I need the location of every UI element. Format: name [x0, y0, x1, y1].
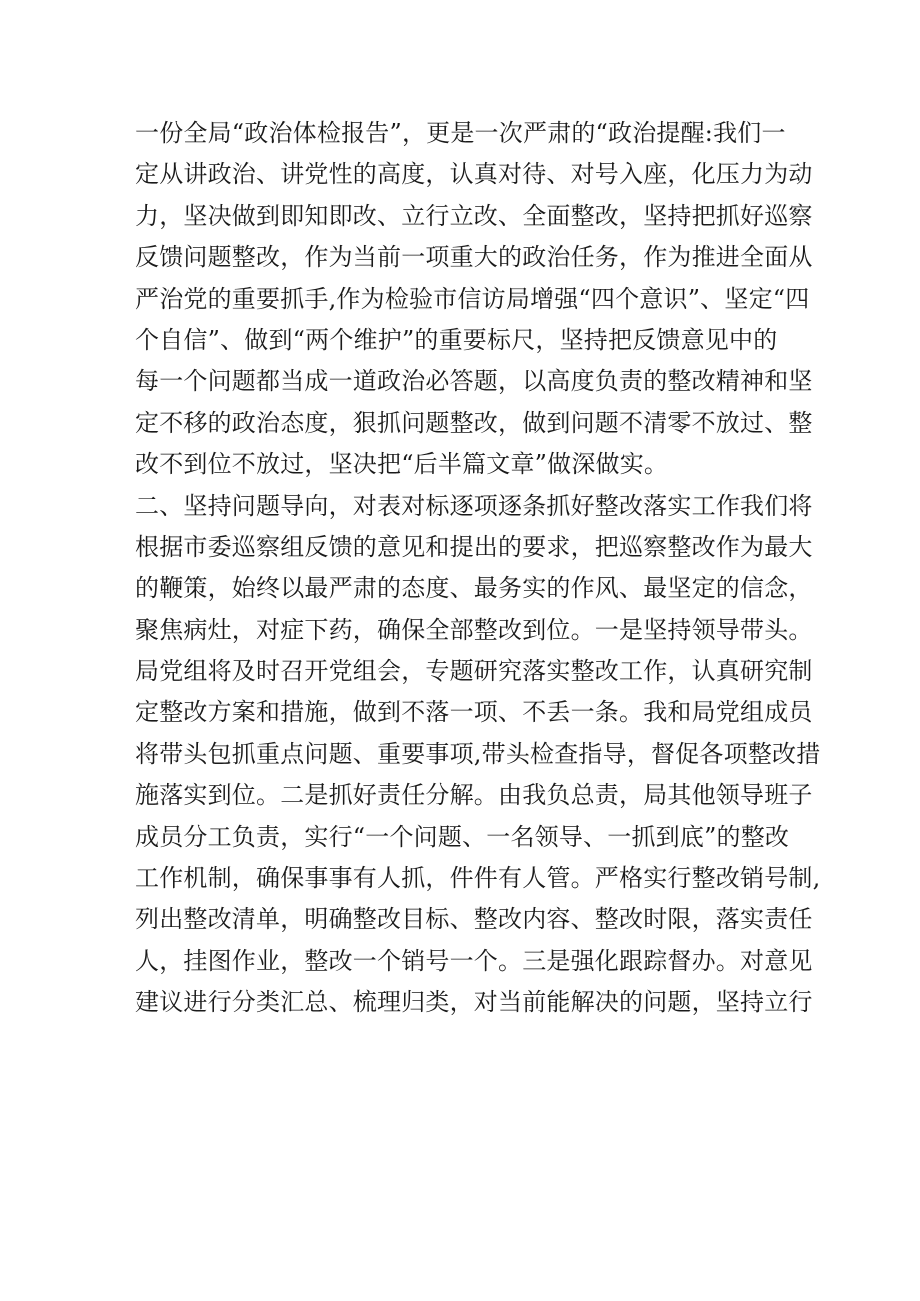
text-line: 建议进行分类汇总、梳理归类，对当前能解决的问题，坚持立行 [135, 988, 813, 1017]
text-line: 将带头包抓重点问题、重要事项,带头检查指导，督促各项整改措 [135, 739, 821, 768]
text-line: 二、坚持问题导向，对表对标逐项逐条抓好整改落实工作我们将 [135, 491, 813, 520]
text-line: 改不到位不放过，坚决把“后半篇文章”做深做实。 [135, 450, 669, 479]
text-line: 聚焦病灶，对症下药，确保全部整改到位。一是坚持领导带头。 [135, 615, 813, 644]
text-line: 局党组将及时召开党组会，专题研究落实整改工作，认真研究制 [135, 657, 813, 686]
text-line: 严治党的重要抓手,作为检验市信访局增强“四个意识”、坚定“四 [135, 284, 810, 313]
text-line: 施落实到位。二是抓好责任分解。由我负总责，局其他领导班子 [135, 781, 813, 810]
text-line: 人，挂图作业，整改一个销号一个。三是强化跟踪督办。对意见 [135, 946, 813, 975]
text-line: 个自信”、做到“两个维护”的重要标尺，坚持把反馈意见中的 [135, 325, 778, 354]
text-line: 力，坚决做到即知即改、立行立改、全面整改，坚持把抓好巡察 [135, 201, 813, 230]
text-line: 定整改方案和措施，做到不落一项、不丢一条。我和局党组成员 [135, 698, 813, 727]
text-line: 的鞭策，始终以最严肃的态度、最务实的作风、最坚定的信念， [135, 574, 813, 603]
text-line: 成员分工负责，实行“一个问题、一名领导、一抓到底”的整改 [135, 822, 790, 851]
text-line: 根据市委巡察组反馈的意见和提出的要求，把巡察整改作为最大 [135, 532, 813, 561]
text-line: 列出整改清单，明确整改目标、整改内容、整改时限，落实责任 [135, 905, 813, 934]
body-text [135, 113, 821, 1024]
text-line: 每一个问题都当成一道政治必答题，以高度负责的整改精神和坚 [135, 367, 813, 396]
text-line: 定从讲政治、讲党性的高度，认真对待、对号入座，化压力为动 [135, 160, 813, 189]
text-line: 工作机制，确保事事有人抓，件件有人管。严格实行整改销号制, [135, 864, 821, 893]
text-line: 反馈问题整改，作为当前一项重大的政治任务，作为推进全面从 [135, 243, 813, 272]
text-line: 定不移的政治态度，狠抓问题整改，做到问题不清零不放过、整 [135, 408, 813, 437]
text-line: 一份全局“政治体检报告”，更是一次严肃的“政治提醒:我们一 [135, 119, 786, 147]
